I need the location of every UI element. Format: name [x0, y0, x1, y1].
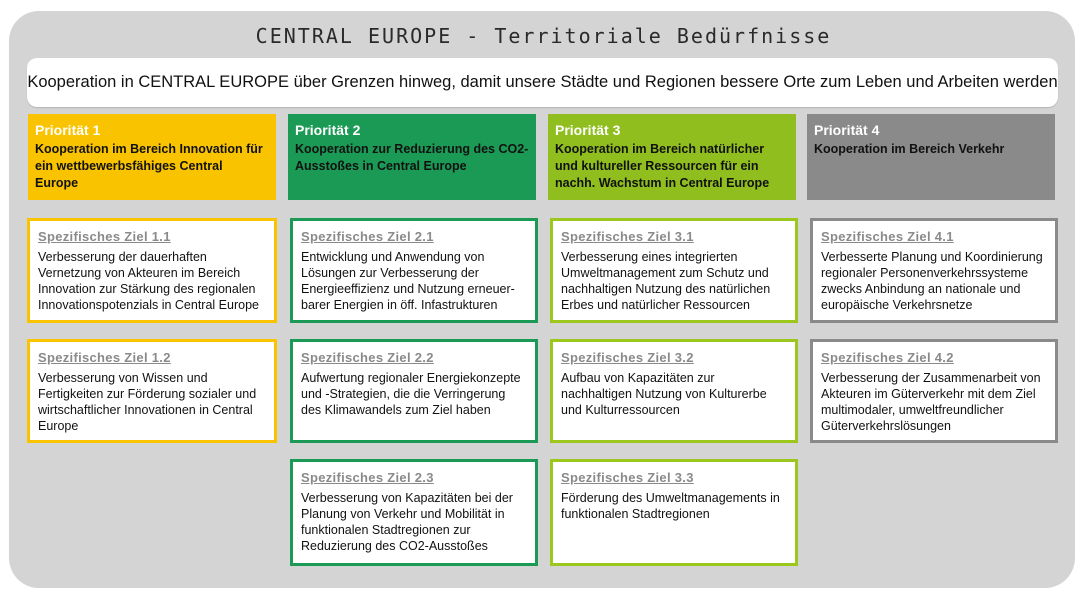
goal-2-1-title: Spezifisches Ziel 2.1: [301, 229, 434, 244]
goal-2-2-title: Spezifisches Ziel 2.2: [301, 350, 434, 365]
priority-1-description: Kooperation im Bereich Innovation für ein wettbewerbsfähiges Central Europe: [35, 142, 263, 190]
goal-2-2-text: Aufwertung regionaler Energiekonzepte und -Strategien, die die Verringerung des Klimawandels zum Ziel haben: [301, 371, 521, 417]
goal-3-3-text: Förderung des Umweltmanagements in funktionalen Stadtregionen: [561, 491, 780, 521]
goal-2-2-box: [290, 339, 538, 443]
goal-2-1-box: [290, 218, 538, 323]
goal-4-1-box: [810, 218, 1058, 323]
subtitle-text: Kooperation in CENTRAL EUROPE über Grenzen hinweg, damit unsere Städte und Regionen bessere Orte zum Leben und Arbeiten werden: [27, 73, 1058, 91]
goal-3-2-text: Aufbau von Kapazitäten zur nachhaltigen Nutzung von Kulturerbe und Kulturressourcen: [561, 371, 767, 417]
goal-2-3-title: Spezifisches Ziel 2.3: [301, 470, 434, 485]
priority-3-description: Kooperation im Bereich natürlicher und kultureller Ressourcen für ein nachh. Wachstum in Central Europe: [555, 142, 770, 190]
priority-4-header: [807, 114, 1055, 200]
goal-3-2-box: [550, 339, 798, 443]
priority-2-header: [288, 114, 536, 200]
goal-4-1-title: Spezifisches Ziel 4.1: [821, 229, 954, 244]
goal-3-2-title: Spezifisches Ziel 3.2: [561, 350, 694, 365]
goal-3-1-text: Verbesserung eines integrierten Umweltmanagement zum Schutz und nachhaltigen Nutzung des natürlichen Erbes und natürlicher Ressourcen: [561, 250, 771, 312]
goal-4-2-box: [810, 339, 1058, 443]
priority-4-title: Priorität 4: [814, 122, 880, 138]
goal-3-1-title: Spezifisches Ziel 3.1: [561, 229, 694, 244]
goal-4-1-text: Verbesserte Planung und Koordinierung regionaler Personenverkehrssysteme zwecks Anbindung an nationale und europäische Verkehrsnetze: [821, 250, 1043, 312]
priority-1-header: [28, 114, 276, 200]
goal-2-3-box: [290, 459, 538, 566]
goal-1-2-box: [27, 339, 277, 443]
goal-3-1-box: [550, 218, 798, 323]
goal-1-1-box: [27, 218, 277, 323]
goal-2-1-text: Entwicklung und Anwendung von Lösungen zur Verbesserung der Energieeffizienz und Nutzung erneuer-barer Energien in öff. Infastrukturen: [301, 250, 515, 312]
goal-3-3-box: [550, 459, 798, 566]
subtitle-banner: [27, 58, 1058, 107]
goal-3-3-title: Spezifisches Ziel 3.3: [561, 470, 694, 485]
goal-4-2-text: Verbesserung der Zusammenarbeit von Akteuren im Güterverkehr mit dem Ziel multimodaler, umweltfreundlicher Güterverkehrslösungen: [821, 371, 1041, 433]
goal-1-2-text: Verbesserung von Wissen und Fertigkeiten zur Förderung sozialer und wirtschaftlicher Innovationen in Central Europe: [38, 371, 257, 433]
goal-1-2-title: Spezifisches Ziel 1.2: [38, 350, 171, 365]
priority-3-title: Priorität 3: [555, 122, 621, 138]
priority-2-description: Kooperation zur Reduzierung des CO2-Ausstoßes in Central Europe: [295, 142, 529, 173]
page-title: CENTRAL EUROPE - Territoriale Bedürfnisse: [255, 24, 832, 48]
priority-4-description: Kooperation im Bereich Verkehr: [814, 142, 1005, 156]
goal-1-1-text: Verbesserung der dauerhaften Vernetzung von Akteuren im Bereich Innovation zur Stärkung des regionalen Innovationspotenzials in Central Europe: [38, 250, 259, 312]
goal-1-1-title: Spezifisches Ziel 1.1: [38, 229, 171, 244]
priority-2-title: Priorität 2: [295, 122, 361, 138]
priority-1-title: Priorität 1: [35, 122, 101, 138]
priority-3-header: [548, 114, 796, 200]
goal-4-2-title: Spezifisches Ziel 4.2: [821, 350, 954, 365]
goal-2-3-text: Verbesserung von Kapazitäten bei der Planung von Verkehr und Mobilität in funktionalen Stadtregionen zur Reduzierung des CO2-Ausstoßes: [301, 491, 513, 553]
